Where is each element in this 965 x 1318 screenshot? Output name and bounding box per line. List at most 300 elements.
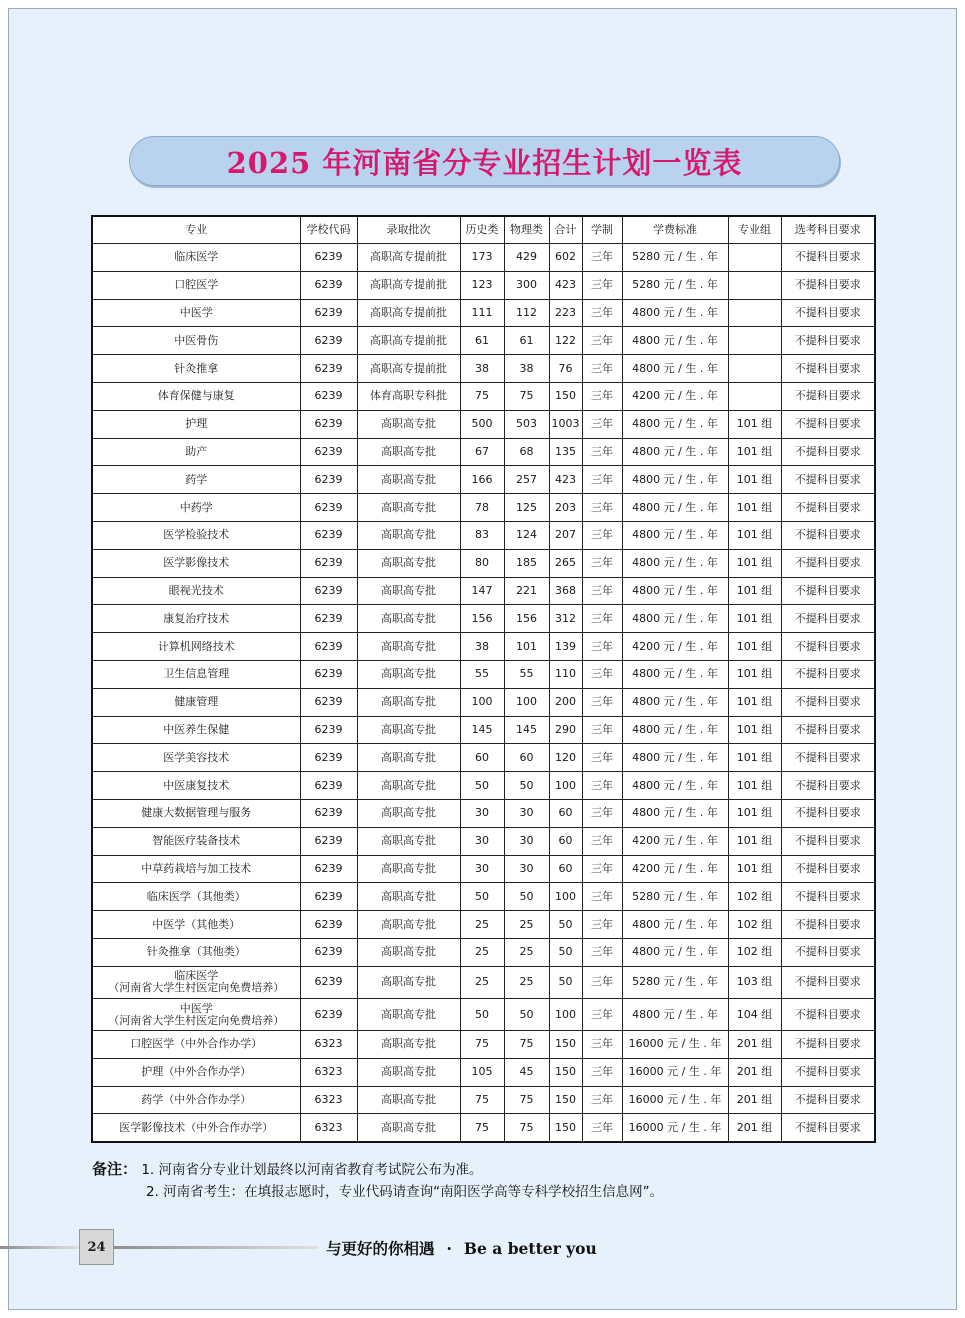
- table-cell: 医学影像技术: [92, 549, 300, 577]
- table-cell: 高职高专批: [357, 1058, 460, 1086]
- table-cell: 中药学: [92, 494, 300, 522]
- table-cell: 50: [549, 938, 582, 966]
- table-row: [92, 549, 875, 577]
- column-header: 专业: [92, 216, 300, 244]
- table-cell: 三年: [582, 855, 622, 883]
- table-cell: 6239: [300, 799, 357, 827]
- table-cell: 不提科目要求: [781, 494, 875, 522]
- table-cell: 不提科目要求: [781, 410, 875, 438]
- table-cell: 125: [504, 494, 549, 522]
- table-cell: 药学: [92, 466, 300, 494]
- table-row: [92, 911, 875, 939]
- table-cell: 6239: [300, 438, 357, 466]
- table-cell: 三年: [582, 966, 622, 998]
- table-cell: 高职高专批: [357, 494, 460, 522]
- table-cell: 口腔医学（中外合作办学）: [92, 1031, 300, 1059]
- table-cell: 6239: [300, 772, 357, 800]
- table-cell: 6323: [300, 1114, 357, 1142]
- table-cell: 三年: [582, 605, 622, 633]
- table-cell: 101: [504, 633, 549, 661]
- table-cell: 不提科目要求: [781, 466, 875, 494]
- table-cell: 290: [549, 716, 582, 744]
- table-row: [92, 466, 875, 494]
- table-cell: 三年: [582, 299, 622, 327]
- table-cell: 三年: [582, 438, 622, 466]
- table-cell: 30: [504, 827, 549, 855]
- table-cell: 150: [549, 1058, 582, 1086]
- table-cell: 6239: [300, 521, 357, 549]
- table-cell: 三年: [582, 494, 622, 522]
- table-cell: 卫生信息管理: [92, 660, 300, 688]
- table-cell: 不提科目要求: [781, 438, 875, 466]
- table-cell: 三年: [582, 716, 622, 744]
- table-cell: 101 组: [728, 577, 781, 605]
- table-cell: 不提科目要求: [781, 938, 875, 966]
- table-cell: 105: [460, 1058, 504, 1086]
- table-cell: 221: [504, 577, 549, 605]
- table-cell: [728, 271, 781, 299]
- table-cell: 38: [460, 633, 504, 661]
- table-cell: 75: [504, 382, 549, 410]
- table-cell: 不提科目要求: [781, 271, 875, 299]
- table-cell: 6239: [300, 299, 357, 327]
- table-cell: 101 组: [728, 549, 781, 577]
- page-number: 24: [79, 1229, 114, 1265]
- table-cell: 139: [549, 633, 582, 661]
- table-row: [92, 799, 875, 827]
- table-cell: 102 组: [728, 938, 781, 966]
- table-cell: 高职高专批: [357, 410, 460, 438]
- table-cell: 不提科目要求: [781, 244, 875, 272]
- table-cell: 高职高专批: [357, 799, 460, 827]
- table-cell: 高职高专提前批: [357, 244, 460, 272]
- table-cell: 中医康复技术: [92, 772, 300, 800]
- table-cell: 423: [549, 271, 582, 299]
- table-cell: 101 组: [728, 660, 781, 688]
- table-cell: 200: [549, 688, 582, 716]
- table-cell: 4800 元 / 生 . 年: [622, 688, 728, 716]
- table-cell: 助产: [92, 438, 300, 466]
- table-row: [92, 410, 875, 438]
- column-header: 录取批次: [357, 216, 460, 244]
- table-cell: 三年: [582, 577, 622, 605]
- table-cell: 50: [460, 883, 504, 911]
- table-cell: 5280 元 / 生 . 年: [622, 966, 728, 998]
- table-row: [92, 299, 875, 327]
- table-cell: 高职高专批: [357, 911, 460, 939]
- table-cell: 503: [504, 410, 549, 438]
- table-header-row: [92, 216, 875, 244]
- table-cell: 147: [460, 577, 504, 605]
- footer-rule-left: [0, 1246, 79, 1249]
- table-cell: 6323: [300, 1086, 357, 1114]
- table-cell: 高职高专批: [357, 466, 460, 494]
- table-cell: 312: [549, 605, 582, 633]
- table-cell: 眼视光技术: [92, 577, 300, 605]
- enrollment-plan-table: [91, 215, 876, 1143]
- table-cell: 三年: [582, 688, 622, 716]
- table-cell: 4800 元 / 生 . 年: [622, 799, 728, 827]
- table-row: [92, 633, 875, 661]
- table-row: [92, 271, 875, 299]
- table-cell: 78: [460, 494, 504, 522]
- table-cell: 高职高专批: [357, 966, 460, 998]
- table-cell: 不提科目要求: [781, 577, 875, 605]
- table-row: [92, 355, 875, 383]
- table-cell: 368: [549, 577, 582, 605]
- table-cell: 101 组: [728, 744, 781, 772]
- table-cell: 不提科目要求: [781, 382, 875, 410]
- footer-slogan: [326, 1237, 597, 1259]
- table-cell: 75: [504, 1086, 549, 1114]
- table-row: [92, 855, 875, 883]
- table-cell: 4800 元 / 生 . 年: [622, 577, 728, 605]
- table-cell: 三年: [582, 911, 622, 939]
- table-cell: 67: [460, 438, 504, 466]
- table-cell: 不提科目要求: [781, 827, 875, 855]
- table-cell: 100: [460, 688, 504, 716]
- table-cell: 101 组: [728, 438, 781, 466]
- table-cell: 110: [549, 660, 582, 688]
- table-cell: 三年: [582, 633, 622, 661]
- table-cell: 4800 元 / 生 . 年: [622, 911, 728, 939]
- table-cell: 不提科目要求: [781, 299, 875, 327]
- table-cell: 4800 元 / 生 . 年: [622, 355, 728, 383]
- table-cell: 150: [549, 1031, 582, 1059]
- table-row: [92, 382, 875, 410]
- column-header: 选考科目要求: [781, 216, 875, 244]
- table-cell: 60: [549, 827, 582, 855]
- table-cell: 101 组: [728, 605, 781, 633]
- table-cell: 健康大数据管理与服务: [92, 799, 300, 827]
- table-cell: 50: [504, 998, 549, 1030]
- table-cell: 不提科目要求: [781, 549, 875, 577]
- slogan-separator: ·: [446, 1239, 452, 1258]
- table-cell: 101 组: [728, 521, 781, 549]
- table-row: [92, 1114, 875, 1142]
- column-header: 学制: [582, 216, 622, 244]
- table-cell: 三年: [582, 660, 622, 688]
- table-cell-line: 中医学: [179, 1001, 213, 1015]
- table-cell: 体育保健与康复: [92, 382, 300, 410]
- table-cell: 三年: [582, 998, 622, 1030]
- table-cell: 122: [549, 327, 582, 355]
- table-cell: 75: [504, 1031, 549, 1059]
- table-cell: 6239: [300, 466, 357, 494]
- table-row: [92, 438, 875, 466]
- table-cell: 不提科目要求: [781, 855, 875, 883]
- table-cell: [728, 382, 781, 410]
- notes-label: 备注：: [92, 1160, 138, 1178]
- table-row: [92, 1058, 875, 1086]
- table-cell: 高职高专批: [357, 549, 460, 577]
- table-cell: 不提科目要求: [781, 1114, 875, 1142]
- table-cell: 203: [549, 494, 582, 522]
- table-cell: 三年: [582, 355, 622, 383]
- table-cell: 高职高专批: [357, 521, 460, 549]
- table-cell: 高职高专批: [357, 855, 460, 883]
- table-row: [92, 716, 875, 744]
- table-cell: 6239: [300, 549, 357, 577]
- table-cell: 6239: [300, 966, 357, 998]
- table-cell: 60: [460, 744, 504, 772]
- table-row: [92, 1031, 875, 1059]
- table-cell: 16000 元 / 生 . 年: [622, 1086, 728, 1114]
- table-cell: 150: [549, 1114, 582, 1142]
- table-cell: 111: [460, 299, 504, 327]
- table-cell-line: （河南省大学生村医定向免费培养）: [108, 1013, 285, 1027]
- page-title: 2025 年河南省分专业招生计划一览表: [226, 145, 743, 180]
- table-cell-line: （河南省大学生村医定向免费培养）: [108, 981, 285, 995]
- table-cell: 计算机网络技术: [92, 633, 300, 661]
- table-cell: 60: [549, 799, 582, 827]
- footer-rule-right: [114, 1246, 318, 1249]
- table-cell: 高职高专批: [357, 716, 460, 744]
- table-cell: 201 组: [728, 1031, 781, 1059]
- table-cell: 103 组: [728, 966, 781, 998]
- table-cell: 不提科目要求: [781, 355, 875, 383]
- table-cell: 257: [504, 466, 549, 494]
- table-cell: 101 组: [728, 633, 781, 661]
- table-cell: 6239: [300, 855, 357, 883]
- table-cell: 不提科目要求: [781, 688, 875, 716]
- table-cell: 临床医学: [92, 244, 300, 272]
- table-cell: 智能医疗装备技术: [92, 827, 300, 855]
- table-cell: 16000 元 / 生 . 年: [622, 1031, 728, 1059]
- table-cell: 三年: [582, 938, 622, 966]
- table-cell: 145: [504, 716, 549, 744]
- table-row: [92, 327, 875, 355]
- slogan-en: Be a better you: [463, 1239, 597, 1258]
- table-cell: 76: [549, 355, 582, 383]
- table-cell: 高职高专批: [357, 633, 460, 661]
- table-cell: 100: [549, 883, 582, 911]
- table-cell: 三年: [582, 744, 622, 772]
- table-cell: 三年: [582, 244, 622, 272]
- table-cell: 不提科目要求: [781, 1086, 875, 1114]
- table-cell: 4800 元 / 生 . 年: [622, 549, 728, 577]
- table-cell: 45: [504, 1058, 549, 1086]
- table-cell: 50: [460, 772, 504, 800]
- table-cell: 101 组: [728, 466, 781, 494]
- column-header: 学校代码: [300, 216, 357, 244]
- table-cell: 6239: [300, 244, 357, 272]
- table-cell: 602: [549, 244, 582, 272]
- table-cell: 6239: [300, 938, 357, 966]
- table-cell: 30: [504, 799, 549, 827]
- table-cell: 500: [460, 410, 504, 438]
- table-cell: 三年: [582, 327, 622, 355]
- table-row: [92, 521, 875, 549]
- table-cell: 4800 元 / 生 . 年: [622, 438, 728, 466]
- table-cell: 6239: [300, 410, 357, 438]
- table-cell: 55: [460, 660, 504, 688]
- table-cell: 201 组: [728, 1086, 781, 1114]
- table-cell: 4800 元 / 生 . 年: [622, 938, 728, 966]
- slogan-cn: 与更好的你相遇: [326, 1239, 435, 1258]
- table-cell: 6239: [300, 660, 357, 688]
- table-cell: 185: [504, 549, 549, 577]
- table-cell: 25: [460, 966, 504, 998]
- table-cell: 中医学（其他类）: [92, 911, 300, 939]
- table-cell: 三年: [582, 271, 622, 299]
- table-cell: 30: [504, 855, 549, 883]
- table-cell: 4800 元 / 生 . 年: [622, 744, 728, 772]
- column-header: 历史类: [460, 216, 504, 244]
- table-cell: 不提科目要求: [781, 1031, 875, 1059]
- table-cell: 不提科目要求: [781, 605, 875, 633]
- table-cell: 高职高专提前批: [357, 271, 460, 299]
- table-cell: 101 组: [728, 855, 781, 883]
- table-cell: 16000 元 / 生 . 年: [622, 1058, 728, 1086]
- table-cell: 120: [549, 744, 582, 772]
- table-cell: 101 组: [728, 772, 781, 800]
- table-cell: 5280 元 / 生 . 年: [622, 271, 728, 299]
- table-cell: 4800 元 / 生 . 年: [622, 299, 728, 327]
- table-cell: [728, 355, 781, 383]
- table-cell: 6323: [300, 1058, 357, 1086]
- table-row: [92, 688, 875, 716]
- table-cell: 三年: [582, 466, 622, 494]
- table-cell: 75: [460, 1086, 504, 1114]
- table-cell: 不提科目要求: [781, 1058, 875, 1086]
- table-cell: 123: [460, 271, 504, 299]
- table-cell: 三年: [582, 382, 622, 410]
- table-cell: 6239: [300, 744, 357, 772]
- table-cell: 145: [460, 716, 504, 744]
- table-cell: 80: [460, 549, 504, 577]
- table-cell: 护理: [92, 410, 300, 438]
- table-cell: 高职高专批: [357, 438, 460, 466]
- column-header: 合计: [549, 216, 582, 244]
- table-cell: 5280 元 / 生 . 年: [622, 883, 728, 911]
- table-cell: 高职高专批: [357, 660, 460, 688]
- table-cell: 4800 元 / 生 . 年: [622, 998, 728, 1030]
- table-cell: 高职高专批: [357, 688, 460, 716]
- table-cell: 健康管理: [92, 688, 300, 716]
- table-cell: 50: [504, 883, 549, 911]
- table-cell: 135: [549, 438, 582, 466]
- table-cell: 临床医学（其他类）: [92, 883, 300, 911]
- table-cell: 三年: [582, 521, 622, 549]
- table-cell: 25: [504, 938, 549, 966]
- table-cell: 429: [504, 244, 549, 272]
- table-cell: 173: [460, 244, 504, 272]
- table-cell: 体育高职专科批: [357, 382, 460, 410]
- table-cell: 三年: [582, 549, 622, 577]
- table-cell: 30: [460, 799, 504, 827]
- table-cell: 4800 元 / 生 . 年: [622, 521, 728, 549]
- table-cell: 高职高专批: [357, 827, 460, 855]
- table-cell: 61: [504, 327, 549, 355]
- table-cell: 265: [549, 549, 582, 577]
- table-cell: 医学影像技术（中外合作办学）: [92, 1114, 300, 1142]
- table-cell: 4800 元 / 生 . 年: [622, 772, 728, 800]
- table-cell: 不提科目要求: [781, 521, 875, 549]
- table-cell: 55: [504, 660, 549, 688]
- table-cell: 中草药栽培与加工技术: [92, 855, 300, 883]
- title-banner: [129, 136, 840, 186]
- table-cell: 4200 元 / 生 . 年: [622, 855, 728, 883]
- table-cell: 6239: [300, 688, 357, 716]
- table-cell: 6239: [300, 716, 357, 744]
- table-cell: 4800 元 / 生 . 年: [622, 327, 728, 355]
- table-cell: 50: [549, 911, 582, 939]
- table-cell: 223: [549, 299, 582, 327]
- table-cell: 124: [504, 521, 549, 549]
- table-cell: [728, 327, 781, 355]
- table-cell: 100: [549, 772, 582, 800]
- table-cell: 156: [504, 605, 549, 633]
- table-cell: 6239: [300, 998, 357, 1030]
- notes: [92, 1158, 663, 1203]
- table-cell: 38: [460, 355, 504, 383]
- table-cell: 101 组: [728, 410, 781, 438]
- table-cell: 100: [504, 688, 549, 716]
- note-line-2: 2. 河南省考生：在填报志愿时，专业代码请查询“南阳医学高等专科学校招生信息网”。: [146, 1184, 664, 1200]
- table-cell: 三年: [582, 1031, 622, 1059]
- table-cell: 护理（中外合作办学）: [92, 1058, 300, 1086]
- table-cell: 高职高专批: [357, 744, 460, 772]
- table-cell: 高职高专提前批: [357, 327, 460, 355]
- table-cell: 不提科目要求: [781, 660, 875, 688]
- table-cell: 药学（中外合作办学）: [92, 1086, 300, 1114]
- table-cell: 112: [504, 299, 549, 327]
- table-cell: 4800 元 / 生 . 年: [622, 716, 728, 744]
- table-cell: 102 组: [728, 883, 781, 911]
- table-cell: 三年: [582, 772, 622, 800]
- table-cell: 4200 元 / 生 . 年: [622, 827, 728, 855]
- table-cell: 高职高专批: [357, 605, 460, 633]
- table-cell: [728, 299, 781, 327]
- table-cell: 4800 元 / 生 . 年: [622, 494, 728, 522]
- table-cell: 三年: [582, 1058, 622, 1086]
- table-cell: 166: [460, 466, 504, 494]
- table-cell: 30: [460, 855, 504, 883]
- table-cell: 6239: [300, 605, 357, 633]
- table-cell: 不提科目要求: [781, 883, 875, 911]
- table-cell: 三年: [582, 1086, 622, 1114]
- column-header: 专业组: [728, 216, 781, 244]
- table-cell: 6239: [300, 382, 357, 410]
- table-cell: 4800 元 / 生 . 年: [622, 605, 728, 633]
- table-cell: 三年: [582, 1114, 622, 1142]
- table-row: [92, 577, 875, 605]
- table-cell: 6239: [300, 327, 357, 355]
- table-cell: 104 组: [728, 998, 781, 1030]
- table-cell: 不提科目要求: [781, 633, 875, 661]
- table-cell: 60: [504, 744, 549, 772]
- table-cell: 100: [549, 998, 582, 1030]
- table-cell: 口腔医学: [92, 271, 300, 299]
- table-cell: 75: [460, 1114, 504, 1142]
- table-row: [92, 605, 875, 633]
- table-cell: 30: [460, 827, 504, 855]
- table-cell: 60: [549, 855, 582, 883]
- table-cell: 50: [504, 772, 549, 800]
- table-row: [92, 244, 875, 272]
- table-cell: 75: [504, 1114, 549, 1142]
- table-cell: 83: [460, 521, 504, 549]
- table-cell: 高职高专批: [357, 938, 460, 966]
- table-cell: 6239: [300, 883, 357, 911]
- table-cell: 中医骨伤: [92, 327, 300, 355]
- table-cell: 不提科目要求: [781, 772, 875, 800]
- column-header: 物理类: [504, 216, 549, 244]
- table-cell: 医学美容技术: [92, 744, 300, 772]
- table-cell: 201 组: [728, 1058, 781, 1086]
- table-cell: 5280 元 / 生 . 年: [622, 244, 728, 272]
